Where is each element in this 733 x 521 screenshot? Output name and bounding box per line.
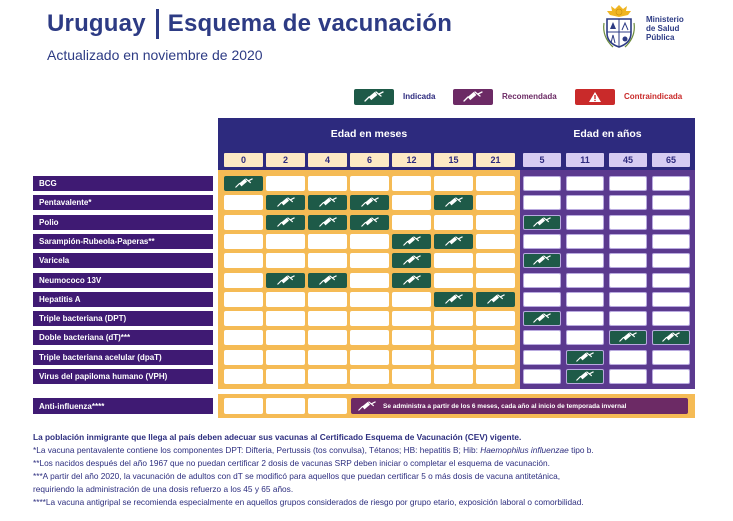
empty-cell (609, 195, 647, 210)
vaccine-label-sarampi-n-rubeola-paperas: Sarampión-Rubeola-Paperas** (33, 234, 213, 249)
empty-cell (566, 330, 604, 345)
legend-contraindicated-swatch (575, 89, 615, 105)
dose-indicated-cell (392, 273, 431, 288)
empty-cell (350, 369, 389, 384)
influenza-cell (308, 398, 347, 414)
empty-cell (476, 350, 515, 365)
note-srp: **Los nacidos después del año 1967 que no puedan certificar 2 dosis de vacunas SRP deben iniciar o completar el esquema de vacunación. (33, 458, 550, 468)
syringe-icon (318, 275, 338, 286)
empty-cell (476, 234, 515, 249)
influenza-note: Se administra a partir de los 6 meses, cada año al inicio de temporada invernal (383, 402, 627, 410)
empty-cell (609, 253, 647, 268)
empty-cell (652, 273, 690, 288)
empty-cell (434, 330, 473, 345)
dose-indicated-cell (392, 253, 431, 268)
empty-cell (566, 195, 604, 210)
syringe-icon (486, 294, 506, 305)
empty-cell (224, 195, 263, 210)
empty-cell (308, 234, 347, 249)
empty-cell (609, 311, 647, 326)
empty-cell (652, 215, 690, 230)
empty-cell (652, 234, 690, 249)
empty-cell (652, 369, 690, 384)
page-title (47, 8, 452, 40)
empty-cell (350, 234, 389, 249)
empty-cell (523, 176, 561, 191)
country-name: Uruguay (47, 10, 146, 37)
dose-indicated-cell (266, 195, 305, 210)
syringe-icon (360, 217, 380, 228)
empty-cell (523, 234, 561, 249)
empty-cell (609, 176, 647, 191)
empty-cell (266, 350, 305, 365)
empty-cell (476, 273, 515, 288)
empty-cell (609, 273, 647, 288)
empty-cell (652, 195, 690, 210)
syringe-icon (444, 197, 464, 208)
empty-cell (566, 215, 604, 230)
age-header-15m: 15 (434, 153, 473, 167)
empty-cell (224, 273, 263, 288)
warning-icon (588, 91, 602, 103)
vaccine-label-varicela: Varicela (33, 253, 213, 268)
empty-cell (476, 369, 515, 384)
dose-indicated-cell (350, 215, 389, 230)
influenza-cell (266, 398, 305, 414)
age-header-11y: 11 (566, 153, 604, 167)
empty-cell (523, 195, 561, 210)
vaccine-label-bcg: BCG (33, 176, 213, 191)
vaccine-label-triple-bacteriana-acelular-dpat: Triple bacteriana acelular (dpaT) (33, 350, 213, 365)
empty-cell (434, 176, 473, 191)
empty-cell (224, 350, 263, 365)
empty-cell (434, 253, 473, 268)
empty-cell (224, 215, 263, 230)
legend-indicated-swatch (354, 89, 394, 105)
syringe-icon (532, 255, 552, 266)
empty-cell (392, 215, 431, 230)
dose-indicated-cell (308, 273, 347, 288)
vaccine-label-doble-bacteriana-dt: Doble bacteriana (dT)*** (33, 330, 213, 345)
empty-cell (224, 369, 263, 384)
empty-cell (266, 253, 305, 268)
vaccine-label-hepatitis-a: Hepatitis A (33, 292, 213, 307)
dose-indicated-cell (566, 350, 604, 365)
syringe-icon (276, 275, 296, 286)
dose-indicated-cell (434, 292, 473, 307)
age-header-21m: 21 (476, 153, 515, 167)
dose-indicated-cell (566, 369, 604, 384)
empty-cell (308, 176, 347, 191)
syringe-icon (363, 91, 385, 103)
months-header: Edad en meses (330, 128, 408, 140)
ministry-logo (601, 3, 637, 49)
age-header-6m: 6 (350, 153, 389, 167)
title-divider (156, 9, 159, 39)
syringe-icon (444, 294, 464, 305)
ministry-name: Ministerio de Salud Pública (646, 15, 684, 42)
legend-indicated-label: Indicada (403, 92, 436, 101)
empty-cell (308, 311, 347, 326)
syringe-icon (402, 255, 422, 266)
note-pentavalente: *La vacuna pentavalente contiene los componentes DPT: Difteria, Pertussis (tos convulsa), Tétanos; HB: hepatitis B; Hib: Haemophilus influenzae tipo b. (33, 445, 594, 455)
vaccine-label-virus-del-papiloma-humano-vph: Virus del papiloma humano (VPH) (33, 369, 213, 384)
syringe-icon (318, 217, 338, 228)
empty-cell (350, 311, 389, 326)
note-dt-cont: requiriendo la administración de una dosis refuerzo a los 45 y 65 años. (33, 484, 294, 494)
syringe-icon (462, 91, 484, 103)
empty-cell (350, 273, 389, 288)
vaccine-label-anti-influenza: Anti-influenza**** (33, 398, 213, 414)
dose-indicated-cell (350, 195, 389, 210)
dose-indicated-cell (308, 215, 347, 230)
empty-cell (476, 176, 515, 191)
empty-cell (652, 311, 690, 326)
empty-cell (392, 369, 431, 384)
syringe-icon (234, 178, 254, 189)
years-header: Edad en años (573, 128, 642, 140)
legend-recommended-label: Recomendada (502, 92, 557, 101)
dose-indicated-cell (266, 215, 305, 230)
updated-subtitle: Actualizado en noviembre de 2020 (47, 47, 263, 63)
empty-cell (523, 350, 561, 365)
empty-cell (224, 253, 263, 268)
empty-cell (434, 369, 473, 384)
syringe-icon (532, 313, 552, 324)
empty-cell (652, 292, 690, 307)
syringe-icon (402, 236, 422, 247)
vaccine-label-triple-bacteriana-dpt: Triple bacteriana (DPT) (33, 311, 213, 326)
empty-cell (609, 234, 647, 249)
empty-cell (566, 292, 604, 307)
syringe-icon (618, 332, 638, 343)
dose-indicated-cell (609, 330, 647, 345)
empty-cell (350, 253, 389, 268)
dose-indicated-cell (652, 330, 690, 345)
empty-cell (308, 330, 347, 345)
empty-cell (476, 330, 515, 345)
syringe-icon (357, 401, 377, 412)
syringe-icon (575, 371, 595, 382)
empty-cell (523, 330, 561, 345)
syringe-icon (532, 217, 552, 228)
legend-contraindicated-label: Contraindicada (624, 92, 683, 101)
empty-cell (609, 350, 647, 365)
syringe-icon (575, 352, 595, 363)
vaccine-label-polio: Polio (33, 215, 213, 230)
empty-cell (523, 369, 561, 384)
empty-cell (266, 292, 305, 307)
empty-cell (392, 330, 431, 345)
empty-cell (609, 215, 647, 230)
empty-cell (566, 176, 604, 191)
empty-cell (266, 330, 305, 345)
syringe-icon (276, 217, 296, 228)
empty-cell (350, 292, 389, 307)
empty-cell (392, 292, 431, 307)
dose-indicated-cell (476, 292, 515, 307)
empty-cell (266, 369, 305, 384)
empty-cell (476, 253, 515, 268)
empty-cell (476, 311, 515, 326)
age-header-5y: 5 (523, 153, 561, 167)
dose-indicated-cell (392, 234, 431, 249)
empty-cell (566, 234, 604, 249)
empty-cell (224, 311, 263, 326)
age-header-0m: 0 (224, 153, 263, 167)
empty-cell (434, 215, 473, 230)
empty-cell (350, 176, 389, 191)
empty-cell (224, 292, 263, 307)
schedule-title: Esquema de vacunación (167, 10, 453, 37)
empty-cell (652, 176, 690, 191)
empty-cell (434, 273, 473, 288)
empty-cell (434, 350, 473, 365)
empty-cell (566, 311, 604, 326)
dose-indicated-cell (523, 215, 561, 230)
empty-cell (350, 350, 389, 365)
note-dt: ***A partir del año 2020, la vacunación de adultos con dT se modificó para aquellos que puedan certificar 5 o más dosis de vacuna antitetánica, (33, 471, 561, 481)
empty-cell (566, 253, 604, 268)
age-header-12m: 12 (392, 153, 431, 167)
dose-indicated-cell (434, 195, 473, 210)
empty-cell (652, 350, 690, 365)
empty-cell (308, 350, 347, 365)
age-header-4m: 4 (308, 153, 347, 167)
syringe-icon (661, 332, 681, 343)
empty-cell (224, 330, 263, 345)
legend-recommended-swatch (453, 89, 493, 105)
empty-cell (308, 253, 347, 268)
dose-indicated-cell (523, 253, 561, 268)
age-header-45y: 45 (609, 153, 647, 167)
empty-cell (350, 330, 389, 345)
empty-cell (308, 292, 347, 307)
note-influenza: ****La vacuna antigripal se recomienda especialmente en aquellos grupos considerados de riesgo por grupo etario, exposición laboral o comorbilidad. (33, 497, 584, 507)
empty-cell (266, 176, 305, 191)
empty-cell (266, 234, 305, 249)
dose-indicated-cell (266, 273, 305, 288)
empty-cell (609, 292, 647, 307)
empty-cell (609, 369, 647, 384)
syringe-icon (444, 236, 464, 247)
influenza-cell (224, 398, 263, 414)
dose-indicated-cell (523, 311, 561, 326)
syringe-icon (276, 197, 296, 208)
empty-cell (652, 253, 690, 268)
syringe-icon (318, 197, 338, 208)
empty-cell (566, 273, 604, 288)
empty-cell (392, 350, 431, 365)
empty-cell (523, 273, 561, 288)
dose-indicated-cell (224, 176, 263, 191)
syringe-icon (360, 197, 380, 208)
empty-cell (308, 369, 347, 384)
empty-cell (392, 311, 431, 326)
vaccine-label-pentavalente: Pentavalente* (33, 195, 213, 210)
influenza-recommended-bar (351, 398, 688, 414)
empty-cell (523, 292, 561, 307)
empty-cell (476, 195, 515, 210)
empty-cell (392, 176, 431, 191)
age-header-65y: 65 (652, 153, 690, 167)
empty-cell (224, 234, 263, 249)
empty-cell (266, 311, 305, 326)
syringe-icon (402, 275, 422, 286)
note-immigrants: La población inmigrante que llega al país deben adecuar sus vacunas al Certificado Esquema de Vacunación (CEV) vigente. (33, 432, 522, 442)
dose-indicated-cell (308, 195, 347, 210)
age-header-2m: 2 (266, 153, 305, 167)
dose-indicated-cell (434, 234, 473, 249)
vaccine-label-neumococo-13v: Neumococo 13V (33, 273, 213, 288)
empty-cell (434, 311, 473, 326)
empty-cell (392, 195, 431, 210)
empty-cell (476, 215, 515, 230)
